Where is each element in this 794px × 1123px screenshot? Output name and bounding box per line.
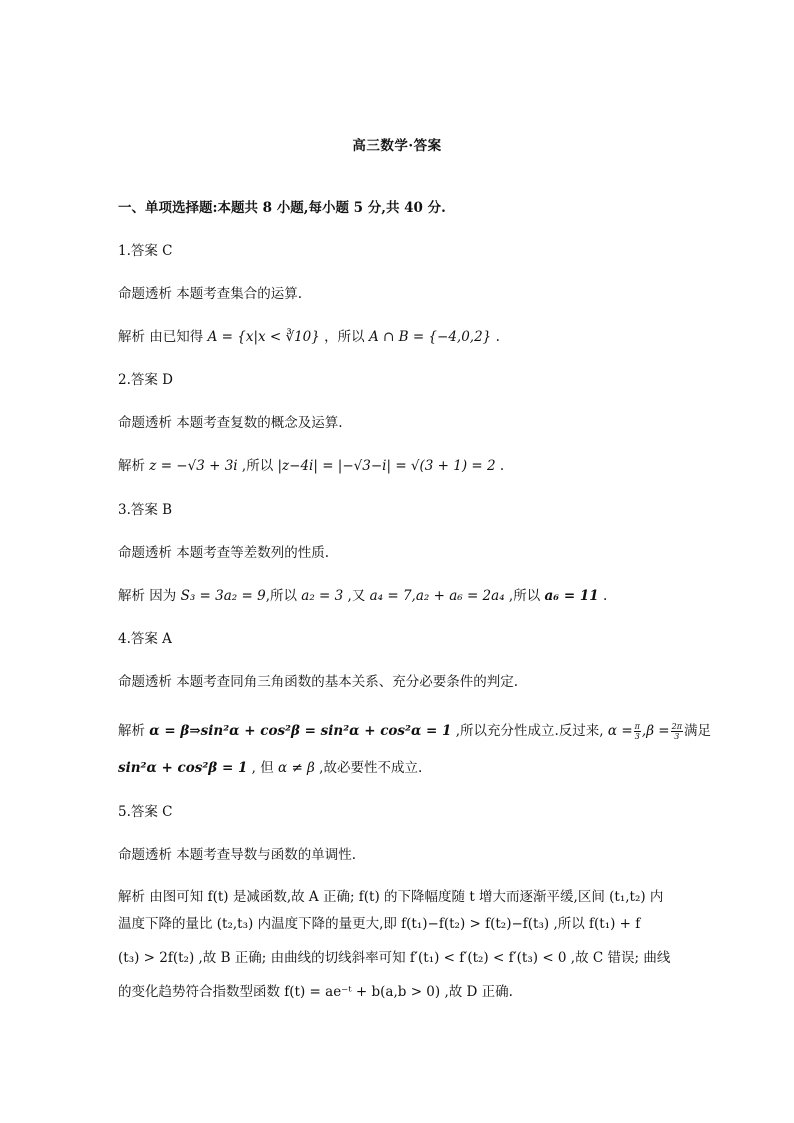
q4-e2: sin²α + cos²β = 1 [118, 760, 248, 776]
q5-solution-line3: (t₃) > 2f(t₂) ,故 B 正确; 由曲线的切线斜率可知 f′(t₁) < f′(t₂) < f′(t₃) < 0 ,故 C 错误; 曲线 [118, 950, 671, 966]
q4-frac-pi-3 [634, 722, 641, 741]
q3-e1: S₃ = 3a₂ = 9 [180, 588, 266, 604]
page-title: 高三数学·答案 [352, 138, 442, 154]
q1-set-a: A = {x|x < ∛10} [207, 329, 320, 345]
q1-solution-mid: ，所以 [319, 329, 369, 345]
q1-analysis: 命题透析 本题考查集合的运算. [118, 286, 303, 302]
q3-e4: a₆ = 11 [544, 588, 599, 604]
q5-solution-line4: 的变化趋势符合指数型函数 f(t) = ae⁻ᵗ + b(a,b > 0) ,故 D 正确. [118, 984, 513, 1000]
q4-beta-eq: ,β = [641, 723, 670, 739]
section-heading: 一、单项选择题:本题共 8 小题,每小题 5 分,共 40 分. [118, 200, 446, 216]
q4-solution-label: 解析 [118, 723, 145, 739]
q1-end: . [491, 329, 500, 345]
q5-solution-line2: 温度下降的量比 (t₂,t₃) 内温度下降的量更大,即 f(t₁)−f(t₂) > f(t₂)−f(t₃) ,所以 f(t₁) + f [118, 916, 641, 932]
q4-frac1-num: π [634, 722, 640, 731]
q4-frac-2pi-3 [671, 722, 683, 741]
q3-analysis: 命题透析 本题考查等差数列的性质. [118, 545, 330, 561]
q3-m3: ,所以 [504, 588, 545, 604]
q2-expr1: z = −√3 + 3i [149, 458, 238, 474]
q4-e1: α = β⇒sin²α + cos²β = sin²α + cos²α = 1 [149, 723, 452, 739]
q1-answer: 1.答案 C [118, 243, 173, 259]
q3-answer: 3.答案 B [118, 502, 173, 518]
q2-mid: ,所以 [237, 458, 278, 474]
q1-solution [118, 327, 678, 347]
q3-m1: ,所以 [265, 588, 302, 604]
q3-solution-label: 解析 因为 [118, 588, 177, 604]
q3-solution [118, 586, 678, 606]
q4-e3: α ≠ β [278, 760, 315, 776]
q3-end: . [598, 588, 608, 604]
q4-answer: 4.答案 A [118, 631, 172, 647]
q1-solution-label: 解析 由已知得 [118, 329, 204, 345]
q4-alpha-eq: α = [607, 723, 633, 739]
q4-solution-line1 [118, 721, 711, 741]
q4-frac2-num: 2π [671, 722, 682, 731]
q4-analysis: 命题透析 本题考查同角三角函数的基本关系、充分必要条件的判定. [118, 674, 519, 690]
q5-analysis: 命题透析 本题考查导数与函数的单调性. [118, 847, 357, 863]
q4-solution-line2 [118, 758, 678, 778]
q2-solution-label: 解析 [118, 458, 145, 474]
q2-expr2: |z−4i| = |−√3−i| = √(3 + 1) = 2 [277, 458, 496, 474]
q5-solution-line1: 解析 由图可知 f(t) 是减函数,故 A 正确; f(t) 的下降幅度随 t 增大而逐渐平缓,区间 (t₁,t₂) 内 [118, 889, 664, 905]
q1-result: A ∩ B = {−4,0,2} [368, 329, 492, 345]
q2-solution [118, 456, 678, 476]
q2-end: . [495, 458, 505, 474]
q2-analysis: 命题透析 本题考查复数的概念及运算. [118, 415, 343, 431]
q2-answer: 2.答案 D [118, 372, 173, 388]
q3-m2: ,又 [343, 588, 370, 604]
q4-frac2-den: 3 [674, 732, 680, 741]
q4-m1: ,所以充分性成立.反过来, [451, 723, 608, 739]
q5-answer: 5.答案 C [118, 804, 173, 820]
q4-m2: 满足 [683, 723, 711, 739]
q3-e3: a₄ = 7,a₂ + a₆ = 2a₄ [369, 588, 505, 604]
q3-e2: a₂ = 3 [301, 588, 344, 604]
q4-end: ,故必要性不成立. [314, 760, 423, 776]
q4-frac1-den: 3 [634, 732, 640, 741]
q4-m3: , 但 [247, 760, 279, 776]
